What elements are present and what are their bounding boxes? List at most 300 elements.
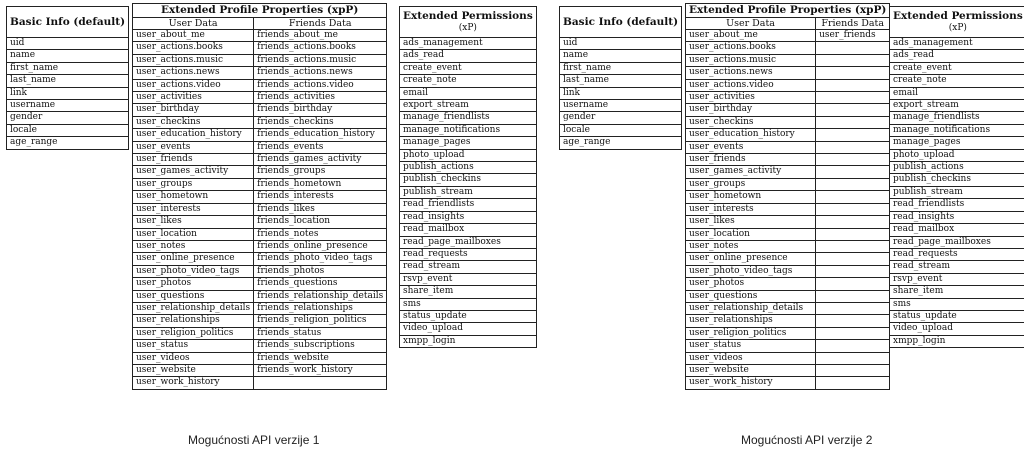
- table-row: [133, 191, 387, 203]
- user-data-cell: user_actions.books: [133, 42, 254, 54]
- v1-extended-profile-body: [133, 30, 387, 390]
- friends-data-cell: [816, 377, 890, 389]
- list-item: create_note: [890, 75, 1024, 87]
- list-item: photo_upload: [400, 149, 537, 161]
- friends-data-cell: [816, 203, 890, 215]
- table-row: [133, 377, 387, 389]
- list-row: [890, 87, 1024, 99]
- v2-extended-permissions-table: [889, 6, 1024, 348]
- friends-data-cell: friends_education_history: [254, 129, 387, 141]
- user-data-cell: user_videos: [133, 352, 254, 364]
- friends-data-cell: [816, 315, 890, 327]
- list-item: read_requests: [890, 248, 1024, 260]
- list-item: xmpp_login: [890, 335, 1024, 347]
- list-row: [890, 75, 1024, 87]
- user-data-cell: user_location: [133, 228, 254, 240]
- user-data-cell: user_birthday: [133, 104, 254, 116]
- friends-data-cell: friends_location: [254, 216, 387, 228]
- table-row: [686, 302, 890, 314]
- user-data-cell: user_games_activity: [686, 166, 816, 178]
- table-row: [686, 315, 890, 327]
- friends-data-cell: user_friends: [816, 30, 890, 42]
- list-row: [890, 50, 1024, 62]
- list-row: [890, 149, 1024, 161]
- list-item: read_insights: [890, 211, 1024, 223]
- list-row: [400, 199, 537, 211]
- v2-user-data-header: User Data: [686, 18, 816, 30]
- user-data-cell: user_work_history: [686, 377, 816, 389]
- friends-data-cell: friends_subscriptions: [254, 340, 387, 352]
- list-row: [400, 162, 537, 174]
- list-item: sms: [400, 298, 537, 310]
- table-row: [686, 79, 890, 91]
- list-item: read_insights: [400, 211, 537, 223]
- table-row: [686, 228, 890, 240]
- v1-user-data-header: User Data: [133, 18, 254, 30]
- friends-data-cell: friends_actions.music: [254, 54, 387, 66]
- friends-data-cell: [816, 129, 890, 141]
- table-row: [686, 67, 890, 79]
- user-data-cell: user_checkins: [686, 116, 816, 128]
- table-row: [133, 42, 387, 54]
- user-data-cell: user_actions.music: [133, 54, 254, 66]
- user-data-cell: user_activities: [133, 92, 254, 104]
- list-item: read_stream: [400, 261, 537, 273]
- list-row: [400, 174, 537, 186]
- list-item: first_name: [560, 62, 682, 74]
- v1-extended-profile-title: Extended Profile Properties (xpP): [133, 4, 387, 18]
- list-row: [7, 38, 129, 50]
- table-row: [686, 30, 890, 42]
- list-item: create_event: [890, 62, 1024, 74]
- list-item: status_update: [400, 310, 537, 322]
- list-item: gender: [7, 112, 129, 124]
- table-row: [133, 79, 387, 91]
- friends-data-cell: [816, 327, 890, 339]
- list-row: [890, 298, 1024, 310]
- table-row: [133, 315, 387, 327]
- list-item: name: [560, 50, 682, 62]
- v1-basic-info-title: Basic Info (default): [7, 7, 129, 38]
- friends-data-cell: [816, 340, 890, 352]
- list-item: sms: [890, 298, 1024, 310]
- user-data-cell: user_work_history: [133, 377, 254, 389]
- list-row: [400, 112, 537, 124]
- list-row: [560, 75, 682, 87]
- table-row: [133, 352, 387, 364]
- table-row: [133, 364, 387, 376]
- user-data-cell: user_status: [686, 340, 816, 352]
- friends-data-cell: friends_interests: [254, 191, 387, 203]
- friends-data-cell: [816, 352, 890, 364]
- list-item: publish_stream: [890, 186, 1024, 198]
- table-row: [133, 154, 387, 166]
- list-item: manage_notifications: [890, 124, 1024, 136]
- user-data-cell: user_relationship_details: [686, 302, 816, 314]
- friends-data-cell: [816, 228, 890, 240]
- user-data-cell: user_relationship_details: [133, 302, 254, 314]
- list-row: [7, 87, 129, 99]
- list-item: first_name: [7, 62, 129, 74]
- list-item: read_requests: [400, 248, 537, 260]
- list-row: [400, 335, 537, 347]
- user-data-cell: user_games_activity: [133, 166, 254, 178]
- list-item: create_event: [400, 62, 537, 74]
- user-data-cell: user_actions.video: [686, 79, 816, 91]
- friends-data-cell: [816, 54, 890, 66]
- user-data-cell: user_relationships: [133, 315, 254, 327]
- v2-extended-profile-table: [685, 3, 890, 390]
- list-row: [7, 124, 129, 136]
- user-data-cell: user_birthday: [686, 104, 816, 116]
- list-item: locale: [560, 124, 682, 136]
- table-row: [133, 92, 387, 104]
- list-item: share_item: [890, 286, 1024, 298]
- friends-data-cell: friends_notes: [254, 228, 387, 240]
- list-item: export_stream: [400, 100, 537, 112]
- user-data-cell: user_education_history: [686, 129, 816, 141]
- friends-data-cell: friends_activities: [254, 92, 387, 104]
- list-row: [400, 310, 537, 322]
- list-row: [400, 261, 537, 273]
- list-row: [400, 100, 537, 112]
- list-row: [560, 38, 682, 50]
- table-row: [133, 216, 387, 228]
- user-data-cell: user_groups: [133, 178, 254, 190]
- user-data-cell: user_videos: [686, 352, 816, 364]
- friends-data-cell: friends_groups: [254, 166, 387, 178]
- user-data-cell: user_interests: [133, 203, 254, 215]
- user-data-cell: user_friends: [133, 154, 254, 166]
- friends-data-cell: friends_likes: [254, 203, 387, 215]
- list-row: [890, 137, 1024, 149]
- list-row: [890, 286, 1024, 298]
- v1-basic-info-body: [7, 38, 129, 150]
- friends-data-cell: [816, 253, 890, 265]
- table-row: [686, 364, 890, 376]
- friends-data-cell: [816, 92, 890, 104]
- friends-data-cell: friends_website: [254, 352, 387, 364]
- friends-data-cell: friends_photos: [254, 265, 387, 277]
- table-row: [686, 240, 890, 252]
- list-item: read_page_mailboxes: [890, 236, 1024, 248]
- list-row: [7, 50, 129, 62]
- friends-data-cell: [816, 166, 890, 178]
- list-item: ads_management: [400, 38, 537, 50]
- user-data-cell: user_events: [133, 141, 254, 153]
- list-row: [7, 75, 129, 87]
- list-row: [400, 75, 537, 87]
- v2-extended-permissions-title-text: Extended Permissions: [893, 10, 1023, 22]
- list-item: link: [560, 87, 682, 99]
- friends-data-cell: friends_checkins: [254, 116, 387, 128]
- list-row: [890, 273, 1024, 285]
- friends-data-cell: [816, 240, 890, 252]
- table-row: [686, 278, 890, 290]
- list-row: [400, 273, 537, 285]
- v2-extended-permissions-body: [890, 38, 1024, 348]
- list-row: [890, 199, 1024, 211]
- table-row: [686, 92, 890, 104]
- list-row: [400, 236, 537, 248]
- user-data-cell: user_questions: [686, 290, 816, 302]
- user-data-cell: user_online_presence: [133, 253, 254, 265]
- user-data-cell: user_location: [686, 228, 816, 240]
- user-data-cell: user_religion_politics: [686, 327, 816, 339]
- table-row: [133, 327, 387, 339]
- user-data-cell: user_photo_video_tags: [686, 265, 816, 277]
- user-data-cell: user_website: [133, 364, 254, 376]
- list-row: [890, 236, 1024, 248]
- list-row: [890, 211, 1024, 223]
- list-item: read_page_mailboxes: [400, 236, 537, 248]
- table-row: [133, 67, 387, 79]
- list-row: [890, 162, 1024, 174]
- list-item: read_mailbox: [890, 224, 1024, 236]
- list-row: [400, 186, 537, 198]
- table-row: [686, 104, 890, 116]
- v1-extended-profile-table: [132, 3, 387, 390]
- v1-extended-permissions-title-text: Extended Permissions: [403, 10, 533, 22]
- v1-extended-permissions-subtitle: (xP): [458, 23, 477, 33]
- table-row: [686, 377, 890, 389]
- table-row: [686, 191, 890, 203]
- table-row: [686, 352, 890, 364]
- friends-data-cell: friends_questions: [254, 278, 387, 290]
- table-row: [133, 30, 387, 42]
- table-row: [686, 203, 890, 215]
- list-row: [560, 50, 682, 62]
- user-data-cell: user_relationships: [686, 315, 816, 327]
- v2-basic-info-title: Basic Info (default): [560, 7, 682, 38]
- friends-data-cell: [816, 42, 890, 54]
- list-item: manage_pages: [890, 137, 1024, 149]
- friends-data-cell: friends_religion_politics: [254, 315, 387, 327]
- table-row: [686, 253, 890, 265]
- list-item: ads_management: [890, 38, 1024, 50]
- list-item: age_range: [7, 137, 129, 149]
- list-item: email: [890, 87, 1024, 99]
- table-row: [133, 178, 387, 190]
- user-data-cell: user_hometown: [686, 191, 816, 203]
- list-item: create_note: [400, 75, 537, 87]
- friends-data-cell: [816, 216, 890, 228]
- list-row: [400, 224, 537, 236]
- table-row: [133, 129, 387, 141]
- list-row: [400, 62, 537, 74]
- friends-data-cell: [816, 178, 890, 190]
- list-item: publish_stream: [400, 186, 537, 198]
- friends-data-cell: friends_actions.news: [254, 67, 387, 79]
- v1-extended-permissions-body: [400, 38, 537, 348]
- list-row: [890, 335, 1024, 347]
- list-item: manage_pages: [400, 137, 537, 149]
- list-item: last_name: [7, 75, 129, 87]
- list-item: manage_friendlists: [400, 112, 537, 124]
- list-row: [7, 62, 129, 74]
- list-item: gender: [560, 112, 682, 124]
- list-row: [400, 38, 537, 50]
- list-row: [560, 100, 682, 112]
- friends-data-cell: friends_status: [254, 327, 387, 339]
- table-row: [686, 265, 890, 277]
- list-item: username: [7, 100, 129, 112]
- user-data-cell: user_notes: [686, 240, 816, 252]
- table-row: [686, 154, 890, 166]
- table-row: [686, 116, 890, 128]
- table-row: [686, 340, 890, 352]
- friends-data-cell: [816, 141, 890, 153]
- friends-data-cell: [816, 116, 890, 128]
- list-row: [560, 124, 682, 136]
- friends-data-cell: friends_relationships: [254, 302, 387, 314]
- user-data-cell: user_religion_politics: [133, 327, 254, 339]
- list-row: [400, 298, 537, 310]
- user-data-cell: user_education_history: [133, 129, 254, 141]
- friends-data-cell: friends_about_me: [254, 30, 387, 42]
- table-row: [686, 166, 890, 178]
- friends-data-cell: friends_birthday: [254, 104, 387, 116]
- list-item: xmpp_login: [400, 335, 537, 347]
- list-item: video_upload: [890, 323, 1024, 335]
- friends-data-cell: friends_relationship_details: [254, 290, 387, 302]
- friends-data-cell: [816, 290, 890, 302]
- table-row: [133, 104, 387, 116]
- table-row: [686, 141, 890, 153]
- v2-basic-info-body: [560, 38, 682, 150]
- table-row: [133, 340, 387, 352]
- list-row: [7, 137, 129, 149]
- user-data-cell: user_likes: [133, 216, 254, 228]
- list-row: [400, 137, 537, 149]
- list-item: video_upload: [400, 323, 537, 335]
- list-row: [400, 149, 537, 161]
- list-row: [890, 62, 1024, 74]
- user-data-cell: user_friends: [686, 154, 816, 166]
- list-item: publish_actions: [890, 162, 1024, 174]
- user-data-cell: user_actions.music: [686, 54, 816, 66]
- list-item: read_friendlists: [890, 199, 1024, 211]
- friends-data-cell: [816, 67, 890, 79]
- user-data-cell: user_hometown: [133, 191, 254, 203]
- friends-data-cell: friends_hometown: [254, 178, 387, 190]
- list-row: [400, 211, 537, 223]
- list-item: publish_actions: [400, 162, 537, 174]
- table-row: [133, 54, 387, 66]
- list-row: [890, 323, 1024, 335]
- list-item: email: [400, 87, 537, 99]
- v1-friends-data-header: Friends Data: [254, 18, 387, 30]
- friends-data-cell: [816, 265, 890, 277]
- user-data-cell: user_likes: [686, 216, 816, 228]
- list-row: [400, 286, 537, 298]
- list-item: status_update: [890, 310, 1024, 322]
- v2-extended-profile-body: [686, 30, 890, 390]
- list-row: [400, 124, 537, 136]
- list-row: [890, 112, 1024, 124]
- table-row: [686, 54, 890, 66]
- table-row: [133, 290, 387, 302]
- friends-data-cell: [816, 104, 890, 116]
- friends-data-cell: friends_work_history: [254, 364, 387, 376]
- user-data-cell: user_questions: [133, 290, 254, 302]
- list-row: [890, 310, 1024, 322]
- friends-data-cell: friends_photo_video_tags: [254, 253, 387, 265]
- user-data-cell: user_actions.video: [133, 79, 254, 91]
- list-row: [890, 248, 1024, 260]
- list-item: read_stream: [890, 261, 1024, 273]
- list-row: [7, 112, 129, 124]
- friends-data-cell: [816, 191, 890, 203]
- v2-extended-permissions-subtitle: (xP): [948, 23, 967, 33]
- list-row: [890, 261, 1024, 273]
- v1-extended-permissions-title: [400, 7, 537, 38]
- table-row: [133, 166, 387, 178]
- v2-caption: Mogućnosti API verzije 2: [741, 433, 873, 447]
- user-data-cell: user_interests: [686, 203, 816, 215]
- list-row: [560, 137, 682, 149]
- list-row: [560, 112, 682, 124]
- list-item: share_item: [400, 286, 537, 298]
- table-row: [133, 265, 387, 277]
- list-row: [560, 62, 682, 74]
- list-item: publish_checkins: [890, 174, 1024, 186]
- v1-extended-permissions-table: [399, 6, 537, 348]
- list-row: [560, 87, 682, 99]
- v1-caption: Mogućnosti API verzije 1: [188, 433, 320, 447]
- table-row: [133, 228, 387, 240]
- list-item: last_name: [560, 75, 682, 87]
- list-item: read_friendlists: [400, 199, 537, 211]
- list-item: locale: [7, 124, 129, 136]
- list-item: photo_upload: [890, 149, 1024, 161]
- table-row: [133, 278, 387, 290]
- list-item: name: [7, 50, 129, 62]
- list-row: [890, 224, 1024, 236]
- list-row: [890, 186, 1024, 198]
- user-data-cell: user_online_presence: [686, 253, 816, 265]
- list-row: [890, 124, 1024, 136]
- friends-data-cell: friends_games_activity: [254, 154, 387, 166]
- friends-data-cell: [816, 364, 890, 376]
- list-row: [890, 38, 1024, 50]
- list-row: [890, 174, 1024, 186]
- list-item: manage_notifications: [400, 124, 537, 136]
- list-item: rsvp_event: [400, 273, 537, 285]
- list-row: [400, 248, 537, 260]
- user-data-cell: user_status: [133, 340, 254, 352]
- friends-data-cell: friends_online_presence: [254, 240, 387, 252]
- user-data-cell: user_photo_video_tags: [133, 265, 254, 277]
- user-data-cell: user_groups: [686, 178, 816, 190]
- v2-basic-info-table: [559, 6, 682, 150]
- user-data-cell: user_activities: [686, 92, 816, 104]
- friends-data-cell: [254, 377, 387, 389]
- user-data-cell: user_checkins: [133, 116, 254, 128]
- user-data-cell: user_events: [686, 141, 816, 153]
- list-row: [400, 87, 537, 99]
- table-row: [686, 129, 890, 141]
- list-item: uid: [560, 38, 682, 50]
- user-data-cell: user_about_me: [133, 30, 254, 42]
- user-data-cell: user_actions.news: [686, 67, 816, 79]
- user-data-cell: user_website: [686, 364, 816, 376]
- user-data-cell: user_about_me: [686, 30, 816, 42]
- user-data-cell: user_notes: [133, 240, 254, 252]
- list-row: [890, 100, 1024, 112]
- list-item: rsvp_event: [890, 273, 1024, 285]
- list-item: ads_read: [890, 50, 1024, 62]
